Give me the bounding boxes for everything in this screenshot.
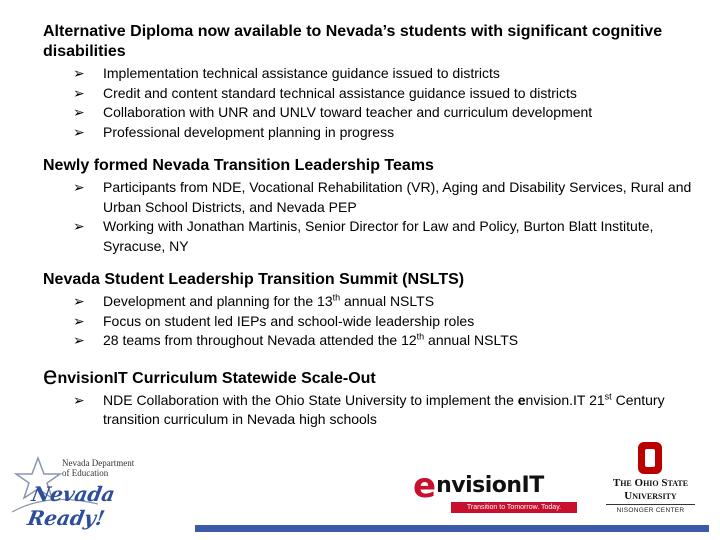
svg-text:O: O	[650, 462, 652, 464]
section-heading: envisionIT Curriculum Statewide Scale-Out	[43, 359, 376, 390]
list-item: ➢ Collaboration with UNR and UNLV toward teacher and curriculum development	[71, 103, 693, 123]
bullet-list	[43, 178, 693, 256]
bullet-list	[43, 391, 693, 430]
arrow-bullet-icon: ➢	[73, 218, 85, 234]
section-heading: Newly formed Nevada Transition Leadership Teams	[43, 157, 434, 174]
ohio-state-logo: O The Ohio State University NISONGER CENTER	[598, 442, 703, 522]
arrow-bullet-icon: ➢	[73, 104, 85, 120]
section-transition-teams	[43, 156, 693, 256]
envisionit-logo: envisionIT Transition to Tomorrow. Today.	[413, 470, 583, 514]
arrow-bullet-icon: ➢	[73, 123, 85, 140]
list-item: ➢ Focus on student led IEPs and school-wide leadership roles	[71, 312, 693, 332]
section-heading: Nevada Student Leadership Transition Summit (NSLTS)	[43, 271, 465, 288]
list-item: ➢ 28 teams from throughout Nevada attended the 12th annual NSLTS	[71, 331, 693, 351]
section-alternative-diploma	[43, 22, 693, 142]
arrow-bullet-icon: ➢	[73, 84, 85, 101]
footer-accent-bar	[195, 525, 709, 532]
nevada-ready-logo: Nevada Department of Education Nevada Ready!	[8, 452, 183, 522]
bullet-list	[43, 292, 693, 351]
arrow-bullet-icon: ➢	[73, 332, 85, 348]
divider	[606, 504, 695, 505]
arrow-bullet-icon: ➢	[73, 293, 85, 309]
list-item: ➢ Implementation technical assistance guidance issued to districts	[71, 64, 693, 84]
arrow-bullet-icon: ➢	[73, 179, 85, 195]
section-nslts	[43, 270, 693, 351]
list-item: ➢ Professional development planning in progress	[71, 123, 693, 143]
bullet-list	[43, 64, 693, 142]
arrow-bullet-icon: ➢	[73, 312, 85, 329]
list-item: ➢ NDE Collaboration with the Ohio State University to implement the envision.IT 21st Century transition curriculum in Nevada high schools	[73, 390, 665, 427]
list-item: ➢ Working with Jonathan Martinis, Senior Director for Law and Policy, Burton Blatt Institute, Syracuse, NY	[73, 218, 654, 254]
slide-content	[43, 22, 693, 444]
arrow-bullet-icon: ➢	[73, 65, 85, 81]
block-o-icon	[598, 442, 703, 476]
section-heading: Alternative Diploma now available to Nevada’s students with significant cognitive disabilities	[43, 23, 663, 60]
arrow-bullet-icon: ➢	[73, 391, 85, 408]
section-envisionit	[43, 359, 693, 430]
list-item: ➢ Participants from NDE, Vocational Rehabilitation (VR), Aging and Disability Services, Rural and Urban School Districts, and Nevada PEP	[73, 179, 692, 215]
list-item: ➢ Credit and content standard technical assistance guidance issued to districts	[71, 84, 693, 104]
envisionit-tagline: Transition to Tomorrow. Today.	[451, 502, 577, 513]
list-item: ➢ Development and planning for the 13th annual NSLTS	[71, 292, 693, 312]
